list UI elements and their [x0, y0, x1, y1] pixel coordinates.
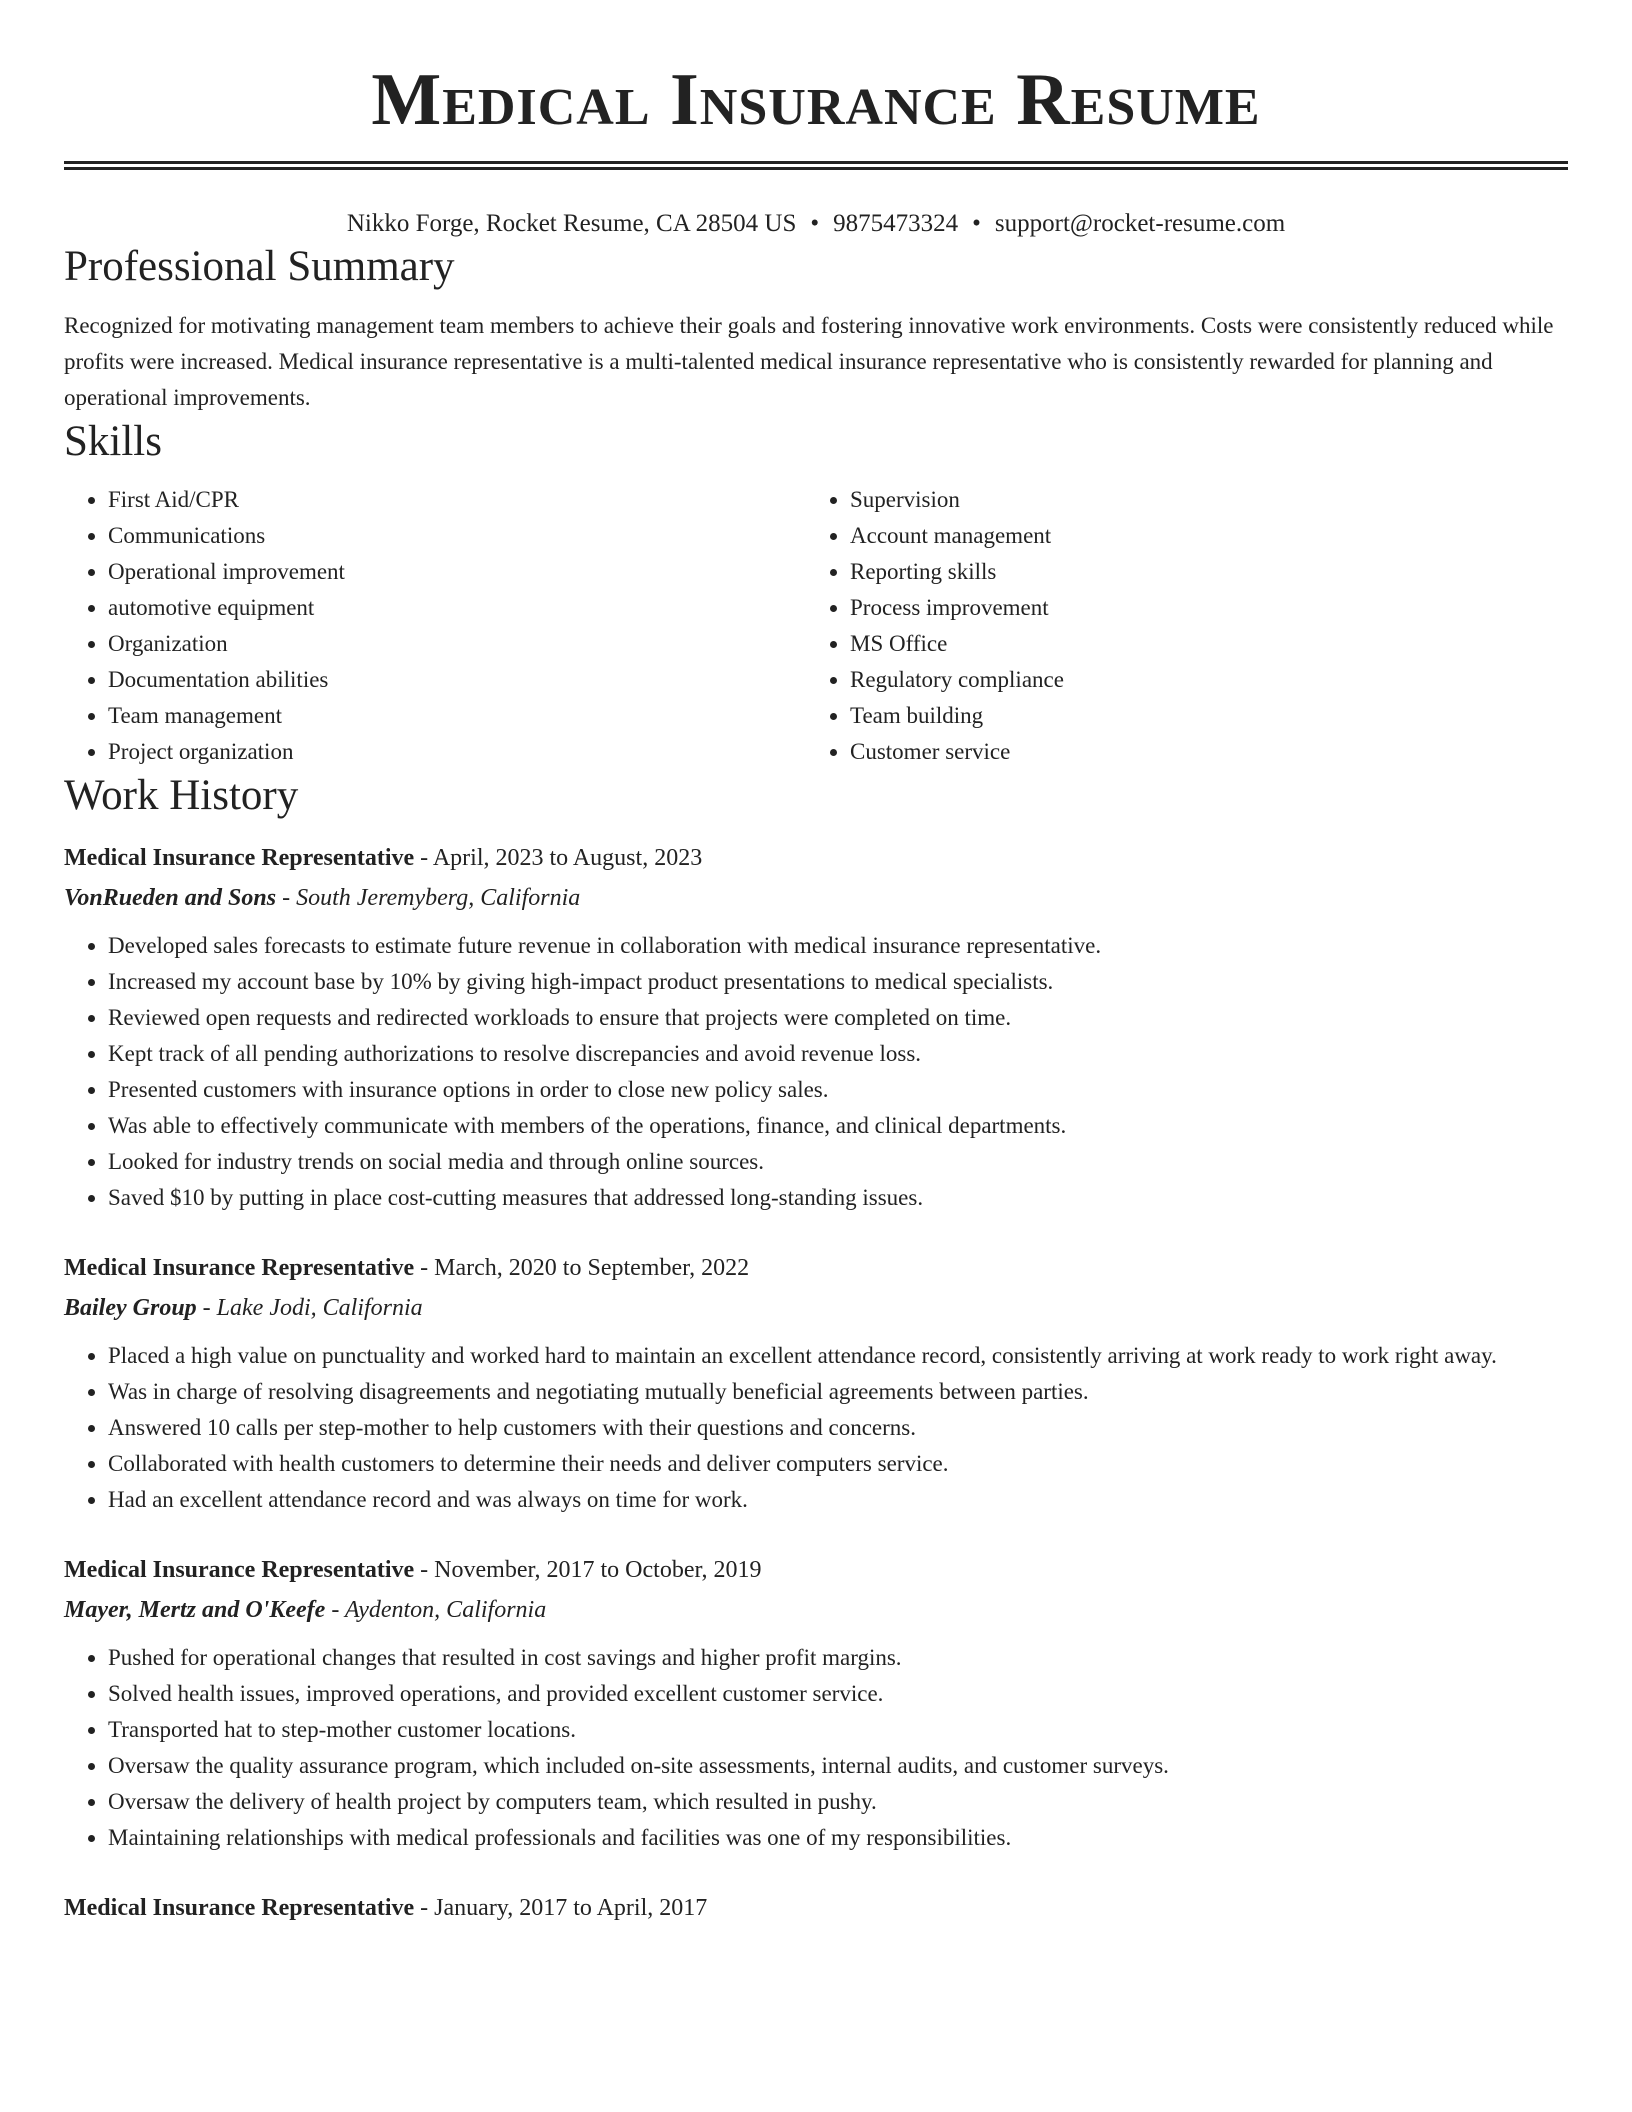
skill-item: • Customer service	[850, 734, 1548, 770]
job-bullet: • Pushed for operational changes that resulted in cost savings and higher profit margins.	[108, 1640, 1568, 1676]
resume-title: Medical Insurance Resume	[371, 59, 1261, 141]
dash: -	[414, 1254, 435, 1281]
job-bullet: • Solved health issues, improved operations, and provided excellent customer service.	[108, 1676, 1568, 1712]
company-location: Aydenton, California	[344, 1596, 547, 1623]
skill-item: • automotive equipment	[108, 590, 806, 626]
company-line	[64, 1590, 1568, 1630]
job-bullets	[64, 928, 1568, 1216]
job-title-line	[64, 838, 1568, 878]
contact-email[interactable]: support@rocket-resume.com	[994, 210, 1286, 238]
company-line	[64, 1288, 1568, 1328]
skill-item: • First Aid/CPR	[108, 482, 806, 518]
skills-list-left	[64, 482, 806, 770]
skills-columns	[64, 482, 1568, 770]
job-dates: March, 2020 to September, 2022	[434, 1254, 750, 1281]
company-location: Lake Jodi, California	[216, 1294, 423, 1321]
job-entry	[64, 1550, 1568, 1856]
job-entry	[64, 1888, 1568, 1928]
company-name: Mayer, Mertz and O'Keefe	[64, 1596, 326, 1623]
dash: -	[325, 1596, 345, 1623]
company-name: VonRueden and Sons	[64, 884, 277, 911]
job-bullets	[64, 1640, 1568, 1856]
contact-separator: •	[810, 210, 820, 238]
job-title: Medical Insurance Representative	[64, 1254, 415, 1281]
skill-item: • Operational improvement	[108, 554, 806, 590]
title-divider	[64, 161, 1568, 170]
job-title: Medical Insurance Representative	[64, 1556, 415, 1583]
job-bullet: • Had an excellent attendance record and was always on time for work.	[108, 1482, 1568, 1518]
job-title-line	[64, 1248, 1568, 1288]
job-bullet: • Presented customers with insurance options in order to close new policy sales.	[108, 1072, 1568, 1108]
summary-text: Recognized for motivating management team members to achieve their goals and fostering innovative work environments. Costs were consistently reduced while profits were increased. Medical insurance representative is a multi-talented medical insurance representative who is consistently rewarded for planning and operational improvements.	[64, 313, 1554, 411]
skill-item: • Reporting skills	[850, 554, 1548, 590]
job-bullet: • Oversaw the quality assurance program, which included on-site assessments, internal audits, and customer surveys.	[108, 1748, 1568, 1784]
job-title: Medical Insurance Representative	[64, 1894, 415, 1921]
contact-separator: •	[972, 210, 981, 238]
skill-item: • Team building	[850, 698, 1548, 734]
job-bullet: • Maintaining relationships with medical professionals and facilities was one of my responsibilities.	[108, 1820, 1568, 1856]
job-bullet: • Was able to effectively communicate with members of the operations, finance, and clinical departments.	[108, 1108, 1568, 1144]
skill-item: • Communications	[108, 518, 806, 554]
dash: -	[196, 1294, 217, 1321]
contact-line	[64, 208, 1568, 241]
dash: -	[414, 1556, 435, 1583]
contact-phone: 9875473324	[833, 210, 959, 238]
job-bullet: • Placed a high value on punctuality and worked hard to maintain an excellent attendance record, consistently arriving at work ready to work right away.	[108, 1338, 1568, 1374]
job-bullet: • Reviewed open requests and redirected workloads to ensure that projects were completed on time.	[108, 1000, 1568, 1036]
job-entry	[64, 838, 1568, 1216]
skill-item: • Team management	[108, 698, 806, 734]
skill-item: • Supervision	[850, 482, 1548, 518]
job-bullet: • Collaborated with health customers to determine their needs and deliver computers service.	[108, 1446, 1568, 1482]
job-entry	[64, 1248, 1568, 1518]
dash: -	[276, 884, 297, 911]
job-bullet: • Kept track of all pending authorizations to resolve discrepancies and avoid revenue loss.	[108, 1036, 1568, 1072]
job-title-line	[64, 1888, 1568, 1928]
dash: -	[414, 1894, 435, 1921]
skill-item: • Process improvement	[850, 590, 1548, 626]
job-bullet: • Looked for industry trends on social media and through online sources.	[108, 1144, 1568, 1180]
skill-item: • Regulatory compliance	[850, 662, 1548, 698]
job-dates: April, 2023 to August, 2023	[432, 844, 703, 871]
job-dates: November, 2017 to October, 2019	[434, 1556, 762, 1583]
skill-item: • Organization	[108, 626, 806, 662]
job-title-line	[64, 1550, 1568, 1590]
job-dates: January, 2017 to April, 2017	[434, 1894, 708, 1921]
work-history-heading: Work History	[64, 772, 299, 820]
skills-heading: Skills	[64, 418, 162, 466]
job-bullet: • Answered 10 calls per step-mother to help customers with their questions and concerns.	[108, 1410, 1568, 1446]
company-line	[64, 878, 1568, 918]
skill-item: • Documentation abilities	[108, 662, 806, 698]
job-bullet: • Developed sales forecasts to estimate future revenue in collaboration with medical insurance representative.	[108, 928, 1568, 964]
summary-heading: Professional Summary	[64, 242, 455, 290]
skills-list-right	[806, 482, 1548, 770]
skill-item: • Account management	[850, 518, 1548, 554]
job-bullets	[64, 1338, 1568, 1518]
skill-item: • Project organization	[108, 734, 806, 770]
skill-item: • MS Office	[850, 626, 1548, 662]
job-bullet: • Oversaw the delivery of health project by computers team, which resulted in pushy.	[108, 1784, 1568, 1820]
dash: -	[414, 844, 433, 871]
job-bullet: • Transported hat to step-mother customer locations.	[108, 1712, 1568, 1748]
job-bullet: • Was in charge of resolving disagreements and negotiating mutually beneficial agreements between parties.	[108, 1374, 1568, 1410]
company-location: South Jeremyberg, California	[296, 884, 581, 911]
job-bullet: • Saved $10 by putting in place cost-cutting measures that addressed long-standing issues.	[108, 1180, 1568, 1216]
company-name: Bailey Group	[64, 1294, 197, 1321]
job-bullet: • Increased my account base by 10% by giving high-impact product presentations to medical specialists.	[108, 964, 1568, 1000]
job-title: Medical Insurance Representative	[64, 844, 415, 871]
contact-address: Nikko Forge, Rocket Resume, CA 28504 US	[346, 210, 797, 238]
